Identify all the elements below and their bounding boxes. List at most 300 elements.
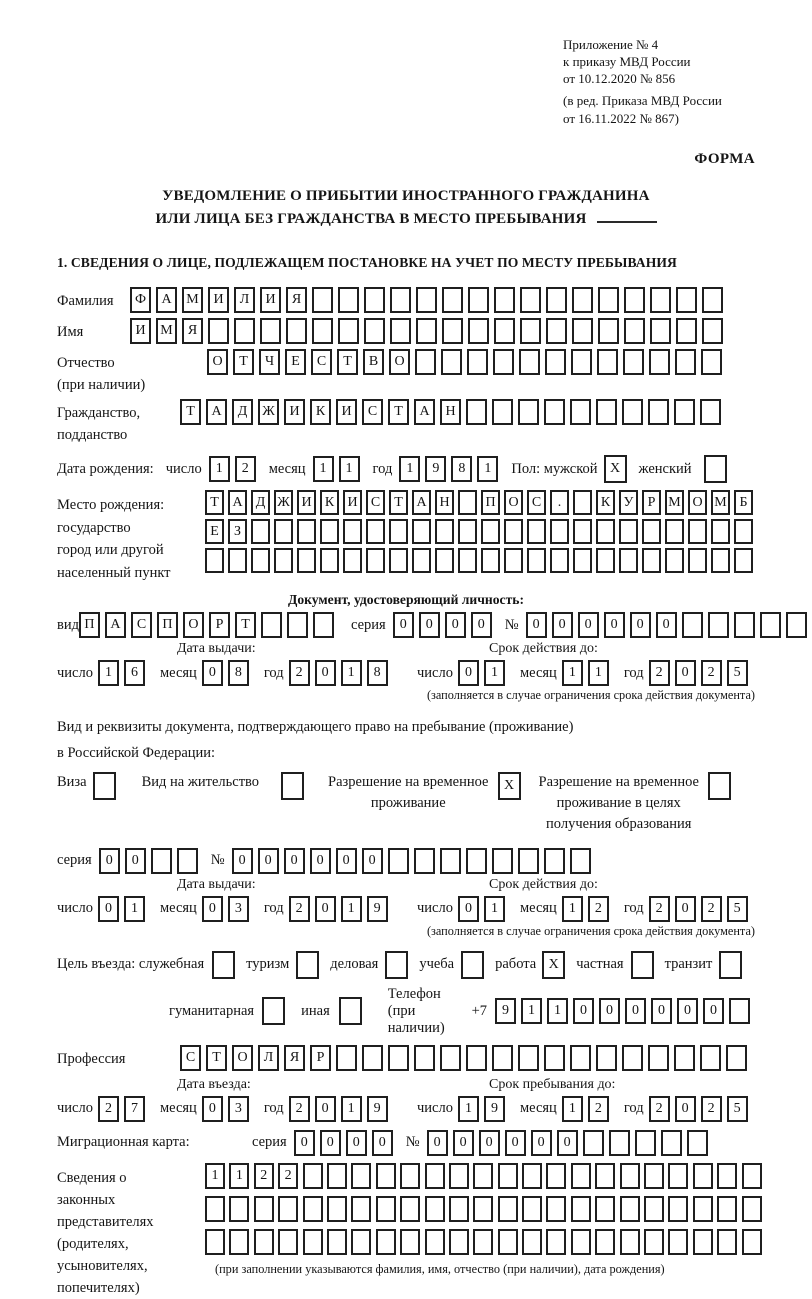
char-cell: [642, 519, 661, 544]
identity-doc-number-cells: [526, 612, 812, 638]
char-cell: [312, 318, 333, 344]
char-cell: 0: [599, 998, 620, 1024]
char-cell: [644, 1163, 664, 1189]
sex-female-label: женский: [638, 460, 692, 477]
char-cell: Я: [284, 1045, 305, 1071]
purpose-humanitarian-checkbox: [262, 997, 285, 1025]
day-word: число: [417, 664, 453, 681]
char-cell: [364, 287, 385, 313]
char-cell: В: [363, 349, 384, 375]
purpose-business-label: деловая: [330, 956, 379, 973]
char-cell: Т: [235, 612, 256, 638]
purpose-work-checkbox: [542, 951, 565, 979]
char-cell: [648, 1045, 669, 1071]
char-cell: 5: [727, 660, 748, 686]
char-cell: [573, 548, 592, 573]
char-cell: [665, 519, 684, 544]
identity-expiry-month-cells: [562, 660, 614, 686]
char-cell: 0: [336, 848, 357, 874]
identity-issue-heading: Дата выдачи:: [177, 641, 256, 657]
char-cell: [571, 1196, 591, 1222]
char-cell: [711, 519, 730, 544]
char-cell: [676, 287, 697, 313]
identity-doc-heading: Документ, удостоверяющий личность:: [288, 592, 524, 608]
char-cell: О: [389, 349, 410, 375]
identity-expiry-date: [417, 660, 755, 686]
char-cell: [458, 519, 477, 544]
residence-issue-heading: Дата выдачи:: [177, 876, 256, 892]
purpose-other-checkbox: [339, 997, 362, 1025]
char-cell: 8: [367, 660, 388, 686]
char-cell: [254, 1229, 274, 1255]
char-cell: [570, 1045, 591, 1071]
char-cell: [719, 951, 742, 979]
char-cell: [760, 612, 781, 638]
char-cell: [726, 1045, 747, 1071]
char-cell: [622, 399, 643, 425]
char-cell: 0: [656, 612, 677, 638]
char-cell: 1: [484, 896, 505, 922]
char-cell: [742, 1229, 762, 1255]
residence-expiry-col: [417, 877, 755, 922]
identity-issue-col: [57, 641, 417, 686]
char-cell: [734, 548, 753, 573]
char-cell: [623, 349, 644, 375]
char-cell: 0: [573, 998, 594, 1024]
option-residence-permit: [142, 772, 304, 800]
char-cell: 0: [557, 1130, 578, 1156]
char-cell: [251, 548, 270, 573]
char-cell: [461, 951, 484, 979]
char-cell: И: [336, 399, 357, 425]
char-cell: [597, 349, 618, 375]
residence-expiry-month-cells: [562, 896, 614, 922]
lastname-cells: [130, 287, 728, 313]
char-cell: [550, 548, 569, 573]
char-cell: [596, 1045, 617, 1071]
char-cell: Т: [337, 349, 358, 375]
char-cell: [518, 399, 539, 425]
representatives-row: [57, 1163, 755, 1299]
char-cell: [435, 519, 454, 544]
char-cell: С: [527, 490, 546, 515]
form-title: [57, 185, 755, 232]
residence-number-cells: [232, 848, 596, 874]
char-cell: [312, 287, 333, 313]
year-word: год: [263, 664, 284, 681]
purpose-work-label: работа: [495, 956, 537, 973]
char-cell: [492, 399, 513, 425]
char-cell: 0: [675, 660, 696, 686]
char-cell: О: [232, 1045, 253, 1071]
char-cell: [583, 1130, 604, 1156]
char-cell: 1: [313, 456, 334, 482]
char-cell: Т: [233, 349, 254, 375]
residence-doc-number-row: [57, 848, 755, 874]
char-cell: [389, 548, 408, 573]
char-cell: [494, 318, 515, 344]
char-cell: [544, 848, 565, 874]
char-cell: [320, 519, 339, 544]
char-cell: [466, 848, 487, 874]
char-cell: [522, 1229, 542, 1255]
char-cell: X: [604, 455, 627, 483]
char-cell: [742, 1163, 762, 1189]
residence-issue-col: [57, 877, 417, 922]
char-cell: 0: [284, 848, 305, 874]
profession-row: [57, 1045, 755, 1071]
char-cell: [414, 1045, 435, 1071]
char-cell: [303, 1196, 323, 1222]
char-cell: [228, 548, 247, 573]
char-cell: П: [481, 490, 500, 515]
char-cell: [425, 1196, 445, 1222]
day-word: число: [417, 1100, 453, 1117]
char-cell: [339, 997, 362, 1025]
identity-issue-month-cells: [202, 660, 254, 686]
char-cell: [281, 772, 304, 800]
char-cell: [717, 1229, 737, 1255]
char-cell: [734, 612, 755, 638]
purpose-other: [301, 997, 362, 1025]
char-cell: 1: [588, 660, 609, 686]
char-cell: [388, 848, 409, 874]
char-cell: [674, 399, 695, 425]
char-cell: [400, 1163, 420, 1189]
char-cell: 1: [521, 998, 542, 1024]
char-cell: [570, 399, 591, 425]
char-cell: [619, 548, 638, 573]
char-cell: 1: [562, 1096, 583, 1122]
year-word: год: [623, 1100, 644, 1117]
char-cell: [619, 519, 638, 544]
char-cell: [376, 1163, 396, 1189]
char-cell: [458, 490, 477, 515]
char-cell: [786, 612, 807, 638]
char-cell: А: [105, 612, 126, 638]
residence-doc-intro-line1: Вид и реквизиты документа, подтверждающего право на пребывание (проживание): [57, 719, 574, 736]
char-cell: [546, 287, 567, 313]
residence-expiry-day-cells: [458, 896, 510, 922]
birthdate-day-cells: [209, 456, 261, 482]
purpose-work: [495, 951, 565, 979]
year-word: год: [623, 664, 644, 681]
char-cell: 0: [202, 660, 223, 686]
representatives-cells-row1: [205, 1163, 766, 1189]
char-cell: [665, 548, 684, 573]
char-cell: И: [260, 287, 281, 313]
month-word: месяц: [268, 460, 306, 477]
option-temp-residence-edu-checkbox: [708, 772, 731, 800]
char-cell: [550, 519, 569, 544]
char-cell: [700, 399, 721, 425]
char-cell: Л: [234, 287, 255, 313]
stay-month-cells: [562, 1096, 614, 1122]
option-residence-permit-checkbox: [281, 772, 304, 800]
char-cell: [546, 1196, 566, 1222]
char-cell: 2: [701, 1096, 722, 1122]
char-cell: [682, 612, 703, 638]
purpose-row-2: [169, 986, 755, 1037]
birthdate-label: Дата рождения:: [57, 460, 154, 477]
char-cell: О: [688, 490, 707, 515]
birthdate-year-cells: [399, 456, 503, 482]
char-cell: [644, 1196, 664, 1222]
option-visa: [57, 772, 116, 800]
stay-until-heading: Срок пребывания до:: [489, 1076, 616, 1092]
residence-expiry-year-cells: [649, 896, 753, 922]
char-cell: А: [206, 399, 227, 425]
purpose-study: [419, 951, 484, 979]
char-cell: [595, 1196, 615, 1222]
char-cell: 1: [341, 896, 362, 922]
purpose-humanitarian-label: гуманитарная: [169, 1002, 255, 1019]
char-cell: М: [711, 490, 730, 515]
char-cell: [313, 612, 334, 638]
char-cell: [93, 772, 116, 800]
char-cell: Ч: [259, 349, 280, 375]
char-cell: 0: [675, 896, 696, 922]
char-cell: [675, 349, 696, 375]
purpose-official-checkbox: [212, 951, 235, 979]
profession-label: Профессия: [57, 1050, 126, 1067]
char-cell: М: [156, 318, 177, 344]
char-cell: [390, 318, 411, 344]
char-cell: [473, 1196, 493, 1222]
birthplace-cells-row3: [205, 548, 757, 573]
char-cell: [385, 951, 408, 979]
purpose-private-label: частная: [576, 956, 624, 973]
char-cell: [327, 1229, 347, 1255]
residence-expiry-heading: Срок действия до:: [489, 876, 598, 892]
char-cell: К: [596, 490, 615, 515]
char-cell: Л: [258, 1045, 279, 1071]
citizenship-label: Гражданство, подданство: [57, 404, 141, 443]
residence-expiry-date: [417, 896, 755, 922]
char-cell: [572, 318, 593, 344]
char-cell: [631, 951, 654, 979]
migration-card-row: [57, 1130, 755, 1156]
representatives-cell-rows: [205, 1163, 766, 1277]
firstname-label: Имя: [57, 324, 84, 341]
char-cell: Ж: [274, 490, 293, 515]
year-word: год: [372, 460, 393, 477]
identity-expiry-year-cells: [649, 660, 753, 686]
residence-expiry-note: (заполняется в случае ограничения срока действия документа): [426, 923, 755, 938]
char-cell: [492, 1045, 513, 1071]
char-cell: О: [183, 612, 204, 638]
char-cell: Р: [209, 612, 230, 638]
middlename-cells: [207, 349, 727, 375]
char-cell: [701, 349, 722, 375]
char-cell: [229, 1229, 249, 1255]
form-label: ФОРМА: [694, 150, 755, 167]
char-cell: [573, 519, 592, 544]
char-cell: И: [343, 490, 362, 515]
char-cell: [700, 1045, 721, 1071]
char-cell: [449, 1229, 469, 1255]
char-cell: [440, 848, 461, 874]
month-word: месяц: [159, 664, 197, 681]
char-cell: 9: [484, 1096, 505, 1122]
birthdate-month-cells: [313, 456, 365, 482]
option-residence-permit-label: Вид на жительство: [141, 773, 260, 790]
month-word: месяц: [519, 664, 557, 681]
char-cell: [260, 318, 281, 344]
char-cell: [388, 1045, 409, 1071]
char-cell: О: [504, 490, 523, 515]
purpose-other-label: иная: [301, 1002, 330, 1019]
option-temp-residence-edu-label: Разрешение на временное проживание в целях получения образования: [538, 773, 699, 832]
char-cell: [351, 1229, 371, 1255]
char-cell: [234, 318, 255, 344]
char-cell: [493, 349, 514, 375]
option-temp-residence-checkbox: [498, 772, 521, 800]
char-cell: [498, 1163, 518, 1189]
char-cell: [343, 548, 362, 573]
char-cell: 0: [703, 998, 724, 1024]
char-cell: 8: [228, 660, 249, 686]
char-cell: 0: [531, 1130, 552, 1156]
char-cell: [661, 1130, 682, 1156]
annex-reference: [563, 36, 755, 127]
char-cell: 0: [99, 848, 120, 874]
purpose-private-checkbox: [631, 951, 654, 979]
purpose-row-1: [57, 951, 755, 979]
char-cell: 1: [484, 660, 505, 686]
char-cell: А: [156, 287, 177, 313]
char-cell: [494, 287, 515, 313]
char-cell: 2: [254, 1163, 274, 1189]
char-cell: 0: [505, 1130, 526, 1156]
char-cell: Т: [206, 1045, 227, 1071]
char-cell: [624, 318, 645, 344]
char-cell: И: [284, 399, 305, 425]
char-cell: [440, 1045, 461, 1071]
char-cell: 0: [393, 612, 414, 638]
char-cell: [466, 399, 487, 425]
char-cell: [572, 287, 593, 313]
phone-label: Телефон (при наличии): [387, 985, 445, 1036]
firstname-row: [57, 318, 755, 344]
char-cell: 2: [649, 660, 670, 686]
residence-issue-year-cells: [289, 896, 393, 922]
birthdate-row: [57, 455, 755, 483]
char-cell: 0: [310, 848, 331, 874]
char-cell: [717, 1163, 737, 1189]
char-cell: 2: [588, 1096, 609, 1122]
char-cell: [473, 1163, 493, 1189]
char-cell: [571, 349, 592, 375]
char-cell: [596, 548, 615, 573]
birthplace-row: [57, 490, 755, 584]
char-cell: [303, 1163, 323, 1189]
stay-until-date: [417, 1096, 755, 1122]
char-cell: 2: [289, 1096, 310, 1122]
char-cell: 5: [727, 896, 748, 922]
residence-series-cells: [99, 848, 203, 874]
char-cell: [544, 1045, 565, 1071]
char-cell: П: [79, 612, 100, 638]
char-cell: [327, 1196, 347, 1222]
char-cell: 1: [209, 456, 230, 482]
char-cell: [498, 1229, 518, 1255]
char-cell: [468, 287, 489, 313]
purpose-transit-label: транзит: [664, 956, 713, 973]
char-cell: [648, 399, 669, 425]
migration-card-series-label: серия: [252, 1134, 287, 1151]
char-cell: [704, 455, 727, 483]
char-cell: [734, 519, 753, 544]
char-cell: 2: [588, 896, 609, 922]
char-cell: [620, 1163, 640, 1189]
char-cell: [278, 1196, 298, 1222]
purpose-business: [330, 951, 408, 979]
char-cell: [729, 998, 750, 1024]
char-cell: 2: [235, 456, 256, 482]
char-cell: 1: [477, 456, 498, 482]
char-cell: 0: [677, 998, 698, 1024]
char-cell: [492, 848, 513, 874]
char-cell: У: [619, 490, 638, 515]
phone-prefix: +7: [471, 1002, 487, 1019]
residence-issue-day-cells: [98, 896, 150, 922]
char-cell: [336, 1045, 357, 1071]
char-cell: И: [208, 287, 229, 313]
entry-date: [57, 1096, 417, 1122]
char-cell: .: [550, 490, 569, 515]
char-cell: 1: [562, 660, 583, 686]
char-cell: [693, 1163, 713, 1189]
entry-stay-dates: [57, 1077, 755, 1122]
entry-month-cells: [202, 1096, 254, 1122]
profession-cells: [180, 1045, 752, 1071]
char-cell: [622, 1045, 643, 1071]
char-cell: 9: [367, 1096, 388, 1122]
char-cell: [702, 318, 723, 344]
char-cell: [571, 1229, 591, 1255]
purpose-private: [576, 951, 653, 979]
char-cell: Б: [734, 490, 753, 515]
char-cell: К: [320, 490, 339, 515]
lastname-label: Фамилия: [57, 293, 114, 310]
char-cell: [390, 287, 411, 313]
char-cell: 0: [419, 612, 440, 638]
char-cell: [262, 997, 285, 1025]
char-cell: 2: [701, 896, 722, 922]
char-cell: [711, 548, 730, 573]
char-cell: 0: [320, 1130, 341, 1156]
char-cell: 1: [205, 1163, 225, 1189]
char-cell: [205, 1196, 225, 1222]
char-cell: [425, 1163, 445, 1189]
stay-year-cells: [649, 1096, 753, 1122]
char-cell: 1: [124, 896, 145, 922]
residence-series-label: серия: [57, 852, 92, 869]
purpose-official-label: Цель въезда: служебная: [57, 956, 205, 973]
char-cell: 1: [399, 456, 420, 482]
char-cell: 0: [427, 1130, 448, 1156]
char-cell: [527, 548, 546, 573]
char-cell: 0: [458, 896, 479, 922]
char-cell: [274, 519, 293, 544]
residence-doc-intro: [57, 715, 755, 766]
char-cell: Т: [388, 399, 409, 425]
char-cell: [620, 1229, 640, 1255]
purpose-study-label: учеба: [419, 956, 455, 973]
firstname-cells: [130, 318, 728, 344]
char-cell: [518, 848, 539, 874]
